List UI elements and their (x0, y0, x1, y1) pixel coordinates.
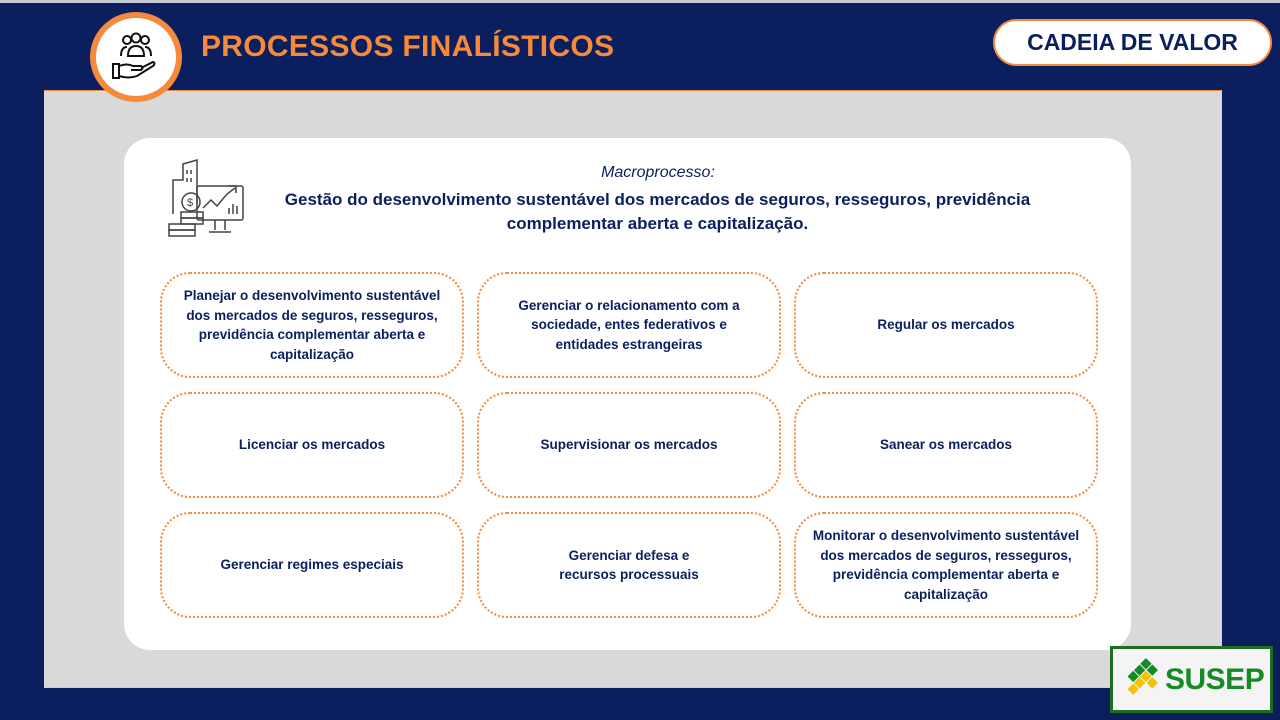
top-border (0, 0, 1280, 3)
process-label: Gerenciar defesa e recursos processuais (559, 547, 699, 582)
process-label: Monitorar o desenvolvimento sustentável dos mercados de seguros, resseguros, previdência complementar aberta e capitalização (812, 528, 1080, 602)
process-box-supervisionar[interactable] (477, 392, 781, 498)
process-box-planejar[interactable] (160, 272, 464, 378)
hand-people-icon (109, 32, 163, 82)
process-label: Planejar o desenvolvimento sustentável dos mercados de seguros, resseguros, previdência complementar aberta e capitalização (183, 288, 441, 362)
process-box-monitorar[interactable] (794, 512, 1098, 618)
cadeia-de-valor-button[interactable]: CADEIA DE VALOR (993, 19, 1272, 66)
macroprocess-label: Macroprocesso: (601, 164, 715, 181)
processes-logo (90, 12, 182, 102)
susep-diamond-icon (1121, 655, 1161, 705)
process-box-gerenciar-relacionamento[interactable] (477, 272, 781, 378)
susep-logo (1110, 646, 1273, 713)
finance-growth-icon (163, 158, 245, 240)
process-label: Sanear os mercados (879, 437, 1013, 453)
process-box-defesa[interactable] (477, 512, 781, 618)
process-label: Supervisionar os mercados (540, 437, 718, 453)
process-box-regular[interactable] (794, 272, 1098, 378)
process-label: Licenciar os mercados (238, 437, 386, 453)
process-label: Gerenciar regimes especiais (220, 557, 404, 573)
process-box-licenciar[interactable] (160, 392, 464, 498)
svg-text:$: $ (187, 197, 194, 209)
macroprocess-title: Gestão do desenvolvimento sustentável dos mercados de seguros, resseguros, previdência complementar aberta e capitalização. (284, 190, 1031, 233)
process-box-sanear[interactable] (794, 392, 1098, 498)
page-title: PROCESSOS FINALÍSTICOS (201, 30, 615, 63)
process-box-regimes-especiais[interactable] (160, 512, 464, 618)
process-label: Regular os mercados (877, 317, 1015, 333)
process-label: Gerenciar o relacionamento com a sociedade, entes federativos e entidades estrangeiras (518, 297, 740, 352)
susep-logo-text: SUSEP (1165, 662, 1265, 696)
